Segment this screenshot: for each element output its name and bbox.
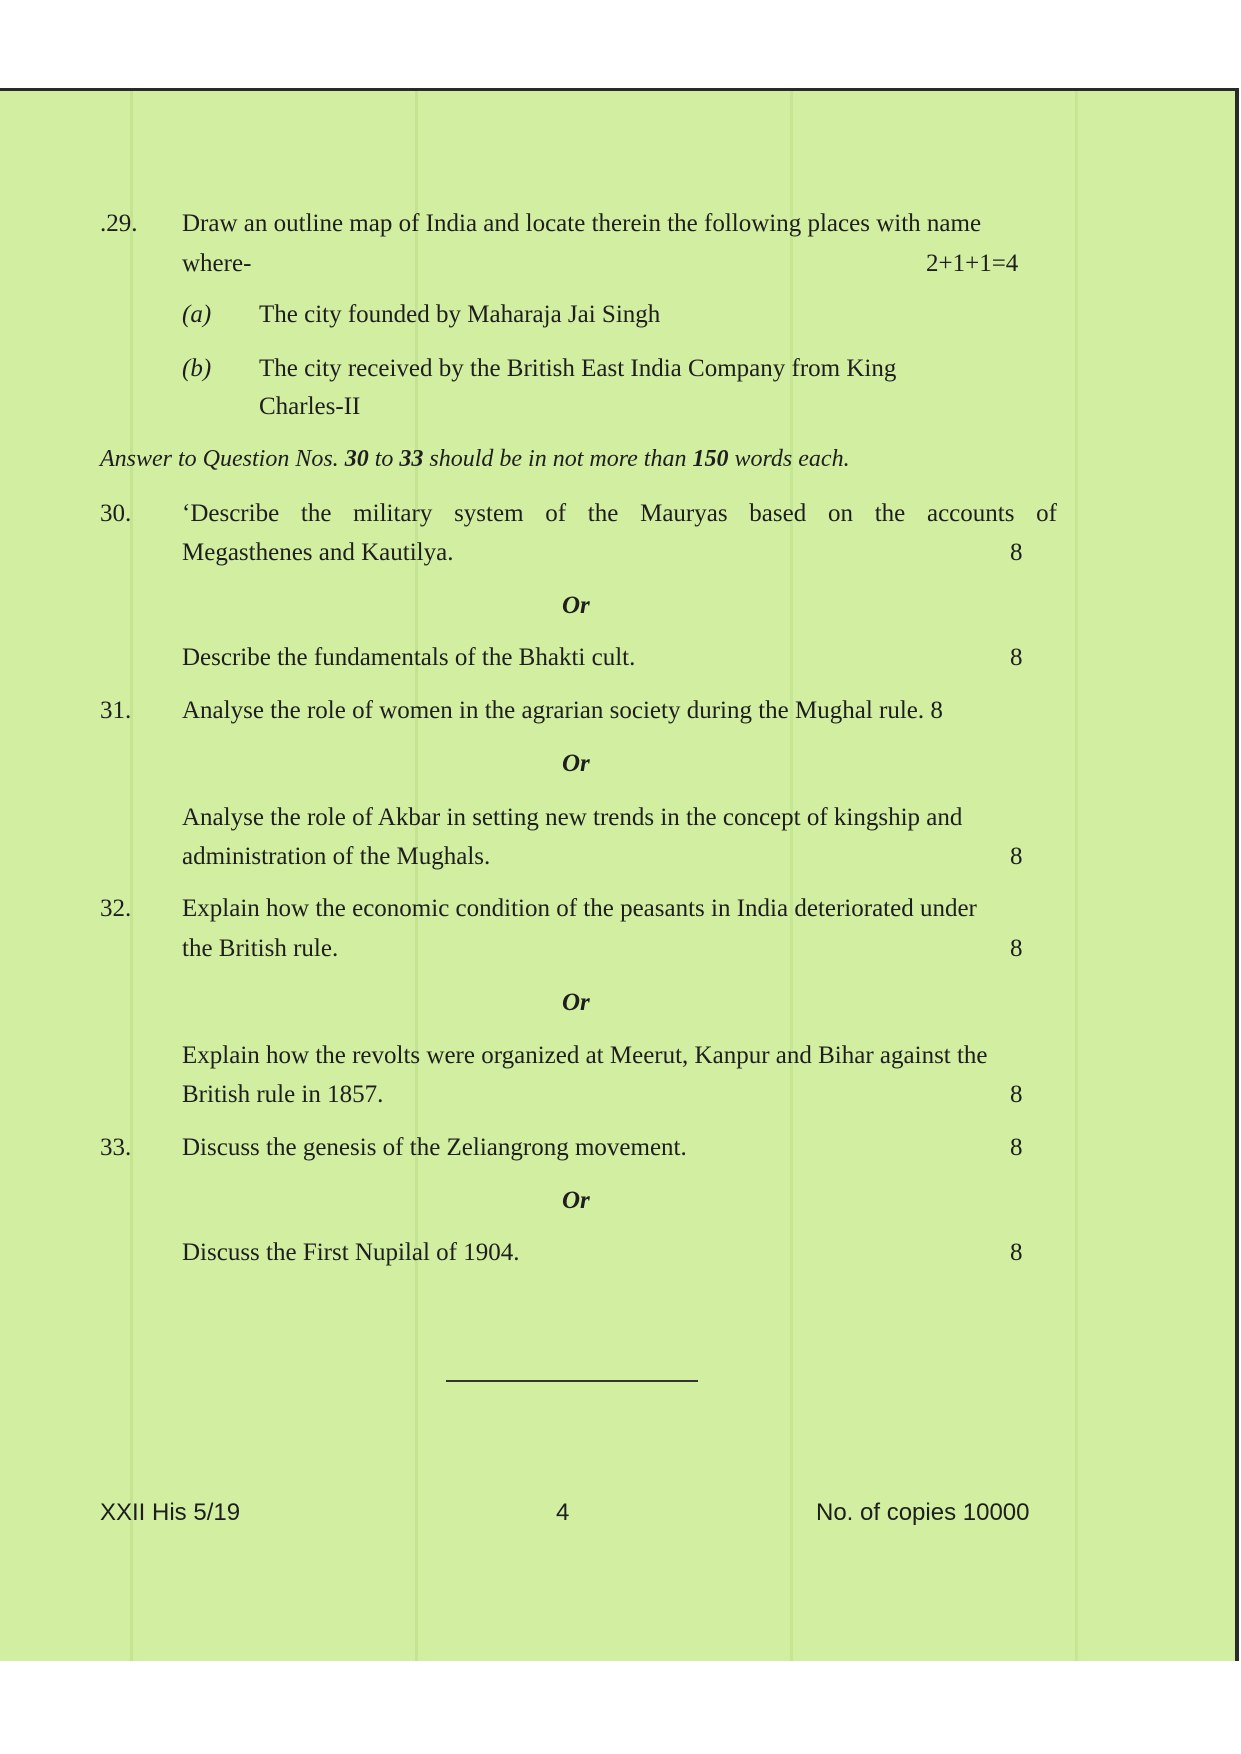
question-29-b-label: (b) — [182, 355, 212, 382]
question-29-line-1: Draw an outline map of India and locate therein the following places with name — [182, 210, 982, 237]
question-29-b-text-2: Charles-II — [259, 393, 361, 420]
question-30-alternative: Describe the fundamentals of the Bhakti cult. — [182, 644, 636, 671]
footer-paper-code: XXII His 5/19 — [100, 1499, 241, 1526]
question-33-alternative: Discuss the First Nupilal of 1904. — [182, 1239, 520, 1266]
question-32-number: 32. — [100, 895, 132, 922]
question-31-alternative-marks: 8 — [1010, 843, 1023, 870]
question-32-line-2: the British rule. — [182, 935, 339, 962]
question-33-line-1: Discuss the genesis of the Zeliangrong movement. — [182, 1134, 687, 1161]
instruction-from: 30 — [344, 446, 369, 472]
question-29-number: .29. — [100, 210, 138, 237]
question-31-alternative-line-1: Analyse the role of Akbar in setting new trends in the concept of kingship and — [182, 804, 963, 831]
question-29-marks: 2+1+1=4 — [926, 250, 1019, 277]
question-30-marks: 8 — [1010, 539, 1023, 566]
question-30-line-1: ‘Describe the military system of the Mauryas based on the accounts of — [182, 500, 1057, 527]
question-30-number: 30. — [100, 500, 132, 527]
question-31-line-1: Analyse the role of women in the agrarian society during the Mughal rule. 8 — [182, 697, 943, 724]
question-32-alternative-marks: 8 — [1010, 1081, 1023, 1108]
question-29-line-2: where- — [182, 250, 252, 277]
question-33-or: Or — [562, 1187, 590, 1214]
end-divider — [446, 1380, 698, 1382]
footer-page-number: 4 — [556, 1499, 570, 1526]
instruction-part-1: Answer to Question Nos. — [100, 446, 345, 472]
footer-copies: No. of copies 10000 — [816, 1499, 1030, 1526]
instruction-part-2: to — [368, 446, 400, 472]
question-33-alternative-marks: 8 — [1010, 1239, 1023, 1266]
question-31-alternative-line-2: administration of the Mughals. — [182, 843, 491, 870]
question-33-number: 33. — [100, 1134, 132, 1161]
instruction-line — [100, 440, 850, 478]
question-30-alternative-marks: 8 — [1010, 644, 1023, 671]
question-29-a-text: The city founded by Maharaja Jai Singh — [259, 301, 661, 328]
question-32-line-1: Explain how the economic condition of the peasants in India deteriorated under — [182, 895, 977, 922]
question-29-b-text-1: The city received by the British East India Company from King — [259, 355, 897, 382]
question-31-number: 31. — [100, 697, 132, 724]
question-33-marks: 8 — [1010, 1134, 1023, 1161]
question-32-alternative-line-1: Explain how the revolts were organized at Meerut, Kanpur and Bihar against the — [182, 1042, 988, 1069]
question-29-a-label: (a) — [182, 301, 212, 328]
question-31-or: Or — [562, 750, 590, 777]
instruction-part-3: should be in not more than — [423, 446, 693, 472]
question-30-line-2: Megasthenes and Kautilya. — [182, 539, 454, 566]
instruction-to: 33 — [399, 446, 424, 472]
instruction-words: 150 — [692, 446, 729, 472]
question-32-or: Or — [562, 989, 590, 1016]
instruction-part-4: words each. — [728, 446, 850, 472]
question-32-alternative-line-2: British rule in 1857. — [182, 1081, 384, 1108]
question-32-marks: 8 — [1010, 935, 1023, 962]
question-30-or: Or — [562, 592, 590, 619]
